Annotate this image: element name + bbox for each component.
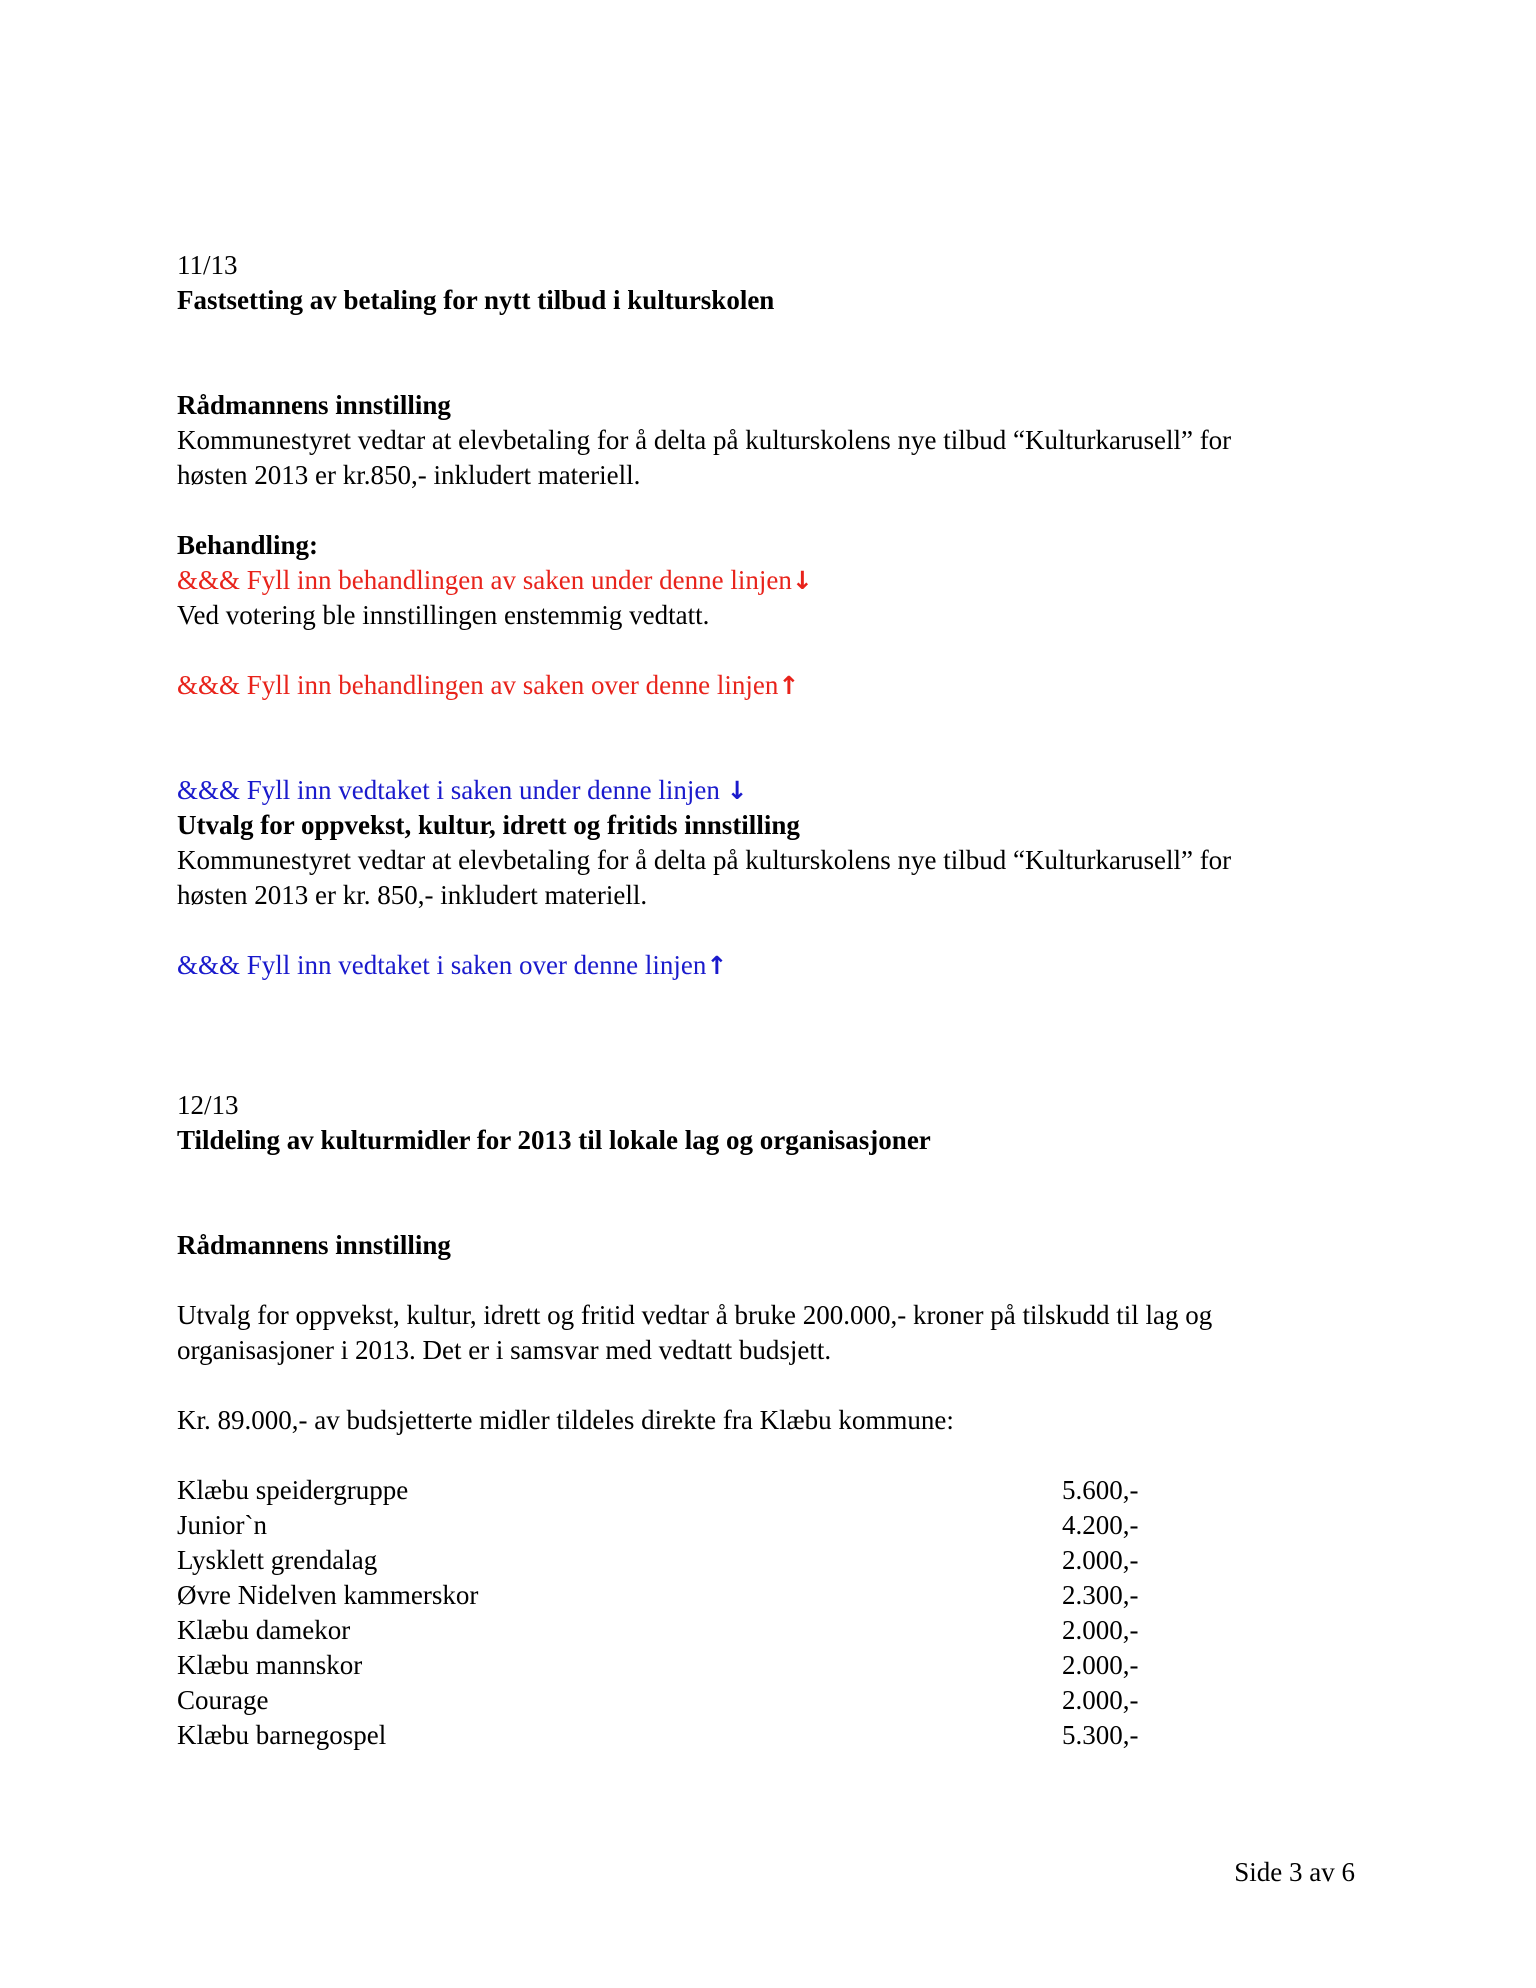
recommendation-heading: Rådmannens innstilling [177, 1230, 451, 1260]
grant-amount: 4.200,- [1062, 1510, 1139, 1540]
grant-amount: 2.000,- [1062, 1545, 1139, 1575]
treatment-marker-end-text: &&& Fyll inn behandlingen av saken over denne linjen [177, 670, 779, 700]
case-number: 12/13 [177, 1090, 239, 1120]
treatment-heading: Behandling: [177, 530, 319, 560]
page-number: Side 3 av 6 [1234, 1857, 1355, 1887]
arrow-up-icon: ↑ [778, 671, 800, 700]
treatment-text: Ved votering ble innstillingen enstemmig vedtatt. [177, 600, 710, 630]
committee-text-line: Kommunestyret vedtar at elevbetaling for å delta på kulturskolens nye tilbud “Kulturkarusell” for [177, 845, 1232, 875]
grant-name: Klæbu speidergruppe [177, 1475, 409, 1505]
grant-amount: 2.000,- [1062, 1615, 1139, 1645]
grant-amount: 2.000,- [1062, 1650, 1139, 1680]
grant-name: Klæbu barnegospel [177, 1720, 387, 1750]
grant-name: Lysklett grendalag [177, 1545, 378, 1575]
grant-amount: 5.600,- [1062, 1475, 1139, 1505]
grant-name: Klæbu mannskor [177, 1650, 363, 1680]
decision-marker-start-text: &&& Fyll inn vedtaket i saken under denne linjen [177, 775, 727, 805]
arrow-down-icon: ↓ [726, 776, 748, 805]
decision-marker-end [177, 948, 727, 983]
grant-name: Klæbu damekor [177, 1615, 351, 1645]
case-title: Fastsetting av betaling for nytt tilbud i kulturskolen [177, 285, 775, 315]
arrow-down-icon: ↓ [791, 566, 813, 595]
arrow-up-icon: ↑ [706, 951, 728, 980]
committee-heading: Utvalg for oppvekst, kultur, idrett og fritids innstilling [177, 810, 800, 840]
recommendation-heading: Rådmannens innstilling [177, 390, 451, 420]
grant-amount: 5.300,- [1062, 1720, 1139, 1750]
treatment-marker-start [177, 563, 813, 598]
treatment-marker-start-text: &&& Fyll inn behandlingen av saken under denne linjen [177, 565, 792, 595]
case-number: 11/13 [177, 250, 238, 280]
decision-marker-start [177, 773, 748, 808]
grant-name: Courage [177, 1685, 269, 1715]
decision-marker-end-text: &&& Fyll inn vedtaket i saken over denne linjen [177, 950, 707, 980]
committee-text-line: høsten 2013 er kr. 850,- inkludert materiell. [177, 880, 648, 910]
grant-name: Øvre Nidelven kammerskor [177, 1580, 479, 1610]
paragraph-line: organisasjoner i 2013. Det er i samsvar med vedtatt budsjett. [177, 1335, 832, 1365]
grant-amount: 2.000,- [1062, 1685, 1139, 1715]
paragraph-line: Kr. 89.000,- av budsjetterte midler tildeles direkte fra Klæbu kommune: [177, 1405, 954, 1435]
case-title: Tildeling av kulturmidler for 2013 til lokale lag og organisasjoner [177, 1125, 931, 1155]
treatment-marker-end [177, 668, 799, 703]
paragraph-line: Utvalg for oppvekst, kultur, idrett og fritid vedtar å bruke 200.000,- kroner på tilskudd til lag og [177, 1300, 1213, 1330]
grant-name: Junior`n [177, 1510, 267, 1540]
recommendation-text-line: høsten 2013 er kr.850,- inkludert materiell. [177, 460, 641, 490]
grant-amount: 2.300,- [1062, 1580, 1139, 1610]
recommendation-text-line: Kommunestyret vedtar at elevbetaling for å delta på kulturskolens nye tilbud “Kulturkarusell” for [177, 425, 1232, 455]
